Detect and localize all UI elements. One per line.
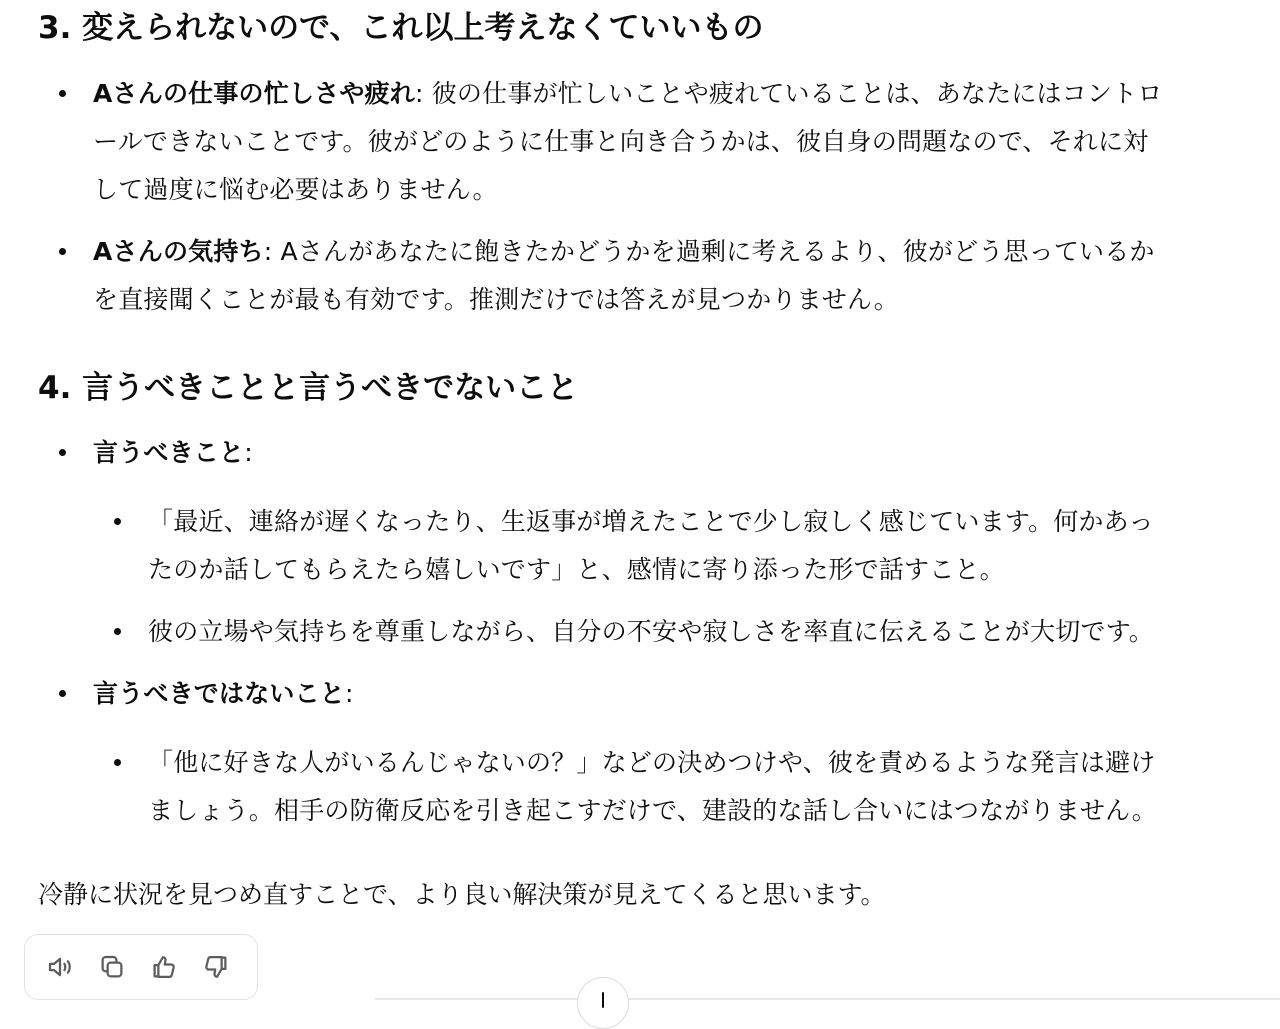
item-text: ましょう。相手の防衛反応を引き起こすだけで、建設的な話し合いにはつながりません。 [148, 796, 1158, 825]
item-title: 言うべきこと [93, 438, 245, 467]
item-text: して過度に悩む必要はありません。 [93, 175, 498, 204]
bullet-dot [114, 759, 121, 766]
bullet-dot [59, 449, 66, 456]
item-text: : Aさんがあなたに飽きたかどうかを過剰に考えるより、彼がどう思っているか [263, 237, 1155, 266]
copy-button[interactable] [91, 946, 133, 988]
bullet-dot [114, 628, 121, 635]
section-heading: 4. 言うべきことと言うべきでないこと [38, 370, 579, 406]
bullet-dot [59, 90, 66, 97]
section-heading: 3. 変えられないので、これ以上考えなくていいもの [38, 10, 764, 46]
item-text: ールできないことです。彼がどのように仕事と向き合うかは、彼自身の問題なので、それに対 [93, 127, 1149, 156]
scroll-to-bottom-button[interactable] [577, 977, 629, 1029]
thumbs-up-button[interactable] [143, 946, 185, 988]
item-text: 彼の立場や気持ちを尊重しながら、自分の不安や寂しさを率直に伝えることが大切です。 [148, 617, 1155, 646]
read-aloud-button[interactable] [39, 946, 81, 988]
closing-paragraph: 冷静に状況を見つめ直すことで、より良い解決策が見えてくると思います。 [38, 880, 886, 909]
thumbs-down-button[interactable] [195, 946, 237, 988]
composer-divider [375, 998, 1280, 1000]
item-title: 言うべきではないこと [93, 679, 346, 708]
bullet-dot [59, 690, 66, 697]
copy-icon [97, 952, 127, 982]
thumbs-down-icon [201, 952, 231, 982]
bullet-dot [59, 248, 66, 255]
item-text: : 彼の仕事が忙しいことや疲れていることは、あなたにはコントロ [414, 79, 1163, 108]
speaker-icon [45, 952, 75, 982]
item-title: Aさんの気持ち [93, 237, 264, 266]
item-text: 「最近、連絡が遅くなったり、生返事が増えたことで少し寂しく感じています。何かあっ [148, 507, 1154, 536]
item-text: 「他に好きな人がいるんじゃないの？」などの決めつけや、彼を責めるような発言は避け [148, 748, 1156, 777]
item-text: を直接聞くことが最も有効です。推測だけでは答えが見つかりません。 [93, 285, 899, 314]
bullet-dot [114, 518, 121, 525]
item-text: たのか話してもらえたら嬉しいです」と、感情に寄り添った形で話すこと。 [148, 555, 1005, 584]
item-title: Aさんの仕事の忙しさや疲れ [93, 79, 415, 108]
message-actions [24, 934, 258, 1000]
thumbs-up-icon [149, 952, 179, 982]
arrow-down-icon [593, 990, 613, 1010]
